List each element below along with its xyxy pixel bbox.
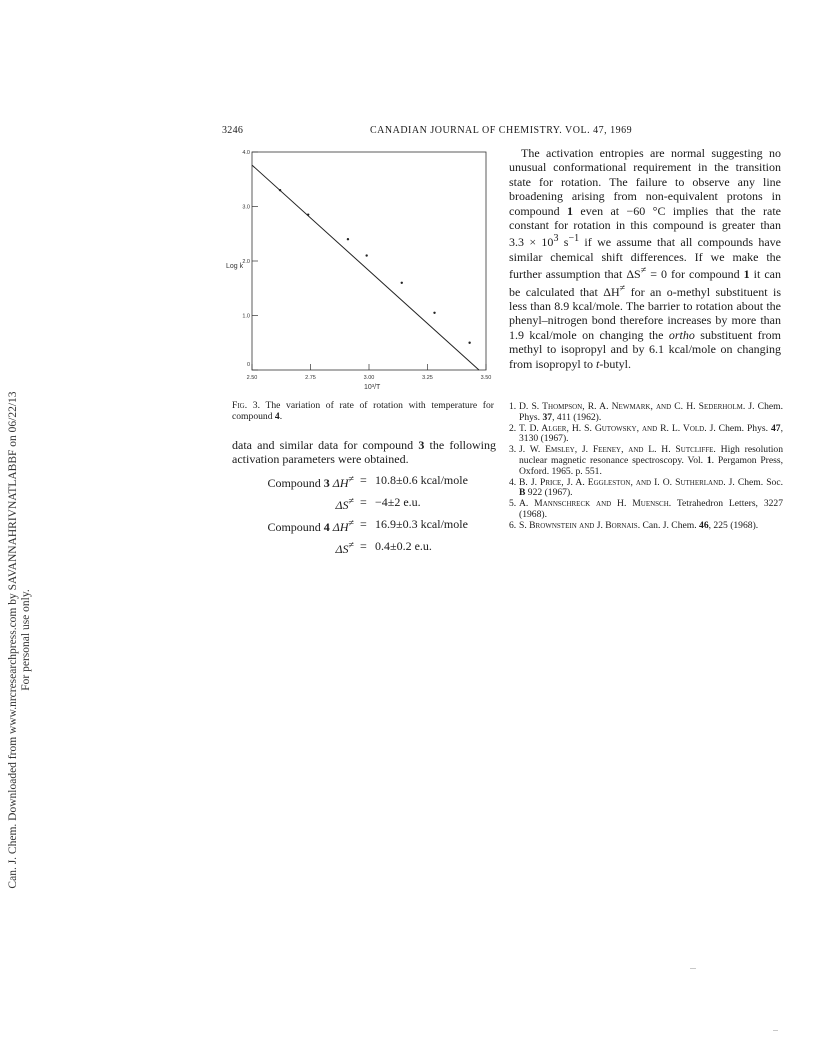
chart-point [347, 238, 349, 240]
reference-tail: , 411 (1962). [552, 411, 602, 423]
chart-axes [252, 152, 486, 370]
scan-mark [690, 968, 696, 969]
discussion-text: substituent from methyl to isopropyl and by 6.1 kcal/mole on changing from isopropyl to [509, 327, 782, 371]
reference-authors: J. W. Emsley, J. Feeney, and L. H. Sutcliffe. [519, 444, 716, 456]
x-tick-label: 3.25 [422, 375, 433, 381]
chart-point [279, 189, 281, 191]
discussion-superscript: ≠ [619, 282, 626, 294]
x-tick-label: 3.50 [480, 375, 492, 381]
equation-value: 16.9±0.3 kcal/mole [375, 517, 468, 531]
equation-value: −4±2 e.u. [375, 495, 421, 509]
reference-authors: B. J. Price, J. A. Eggleston, and I. O. Sutherland. [519, 476, 726, 488]
download-notice [0, 0, 40, 1055]
equation-sup: ≠ [348, 540, 354, 551]
equation-sup: ≠ [348, 496, 354, 507]
download-notice-text [7, 391, 33, 888]
equation-quantity: ΔS [335, 498, 349, 512]
chart-point [365, 254, 367, 256]
download-notice-line2: For personal use only. [20, 589, 32, 691]
reference-authors: T. D. Alger, H. S. Gutowsky, and R. L. Vold. [519, 422, 707, 434]
chart-fit-line-layer [252, 165, 479, 370]
reference-source: J. Chem. Soc. [725, 476, 783, 488]
equation-lhs [267, 516, 354, 535]
figure-caption-text: The variation of rate of rotation with temperature for compound [232, 400, 494, 422]
left-paragraph-part1: data and similar data for compound [232, 438, 419, 452]
discussion-compound: 1 [743, 267, 750, 282]
discussion-text: The activation entropies are normal suggesting no unusual conformational requirement in the transition state for rotation. The failure to observe any line broadening arising from non-equivalent protons in compound [509, 146, 781, 218]
discussion-text: -butyl. [599, 356, 632, 371]
reference-authors: D. S. Thompson, R. A. Newmark, and C. H. Sederholm. [519, 401, 746, 412]
discussion-superscript: ≠ [640, 265, 647, 277]
left-paragraph-part2: the following activation parameters were obtained. [232, 438, 496, 466]
equation-compound-label: Compound [267, 476, 324, 490]
reference-item [509, 445, 783, 477]
chart-frame [252, 152, 486, 370]
chart-point [433, 312, 435, 314]
equation-row [232, 538, 532, 554]
reference-authors: A. Mannschreck and H. Muensch. [519, 498, 672, 510]
equation-compound: 4 [323, 520, 330, 534]
chart-x-axis-label: 10³/T [364, 384, 381, 391]
chart-point [401, 282, 403, 284]
reference-tail: 922 (1967). [525, 487, 573, 499]
discussion-text: even at −60 °C implies that the rate constant for rotation in this compound is greater than 3.3 × 10 [509, 203, 781, 250]
equation-equals: = [360, 517, 367, 531]
left-paragraph-compound: 3 [418, 438, 425, 452]
discussion-paragraph [509, 146, 781, 371]
equation-row [232, 516, 532, 532]
equation-quantity: ΔS [335, 542, 349, 556]
equation-quantity: ΔH [329, 520, 349, 534]
y-tick-label: 1.0 [242, 313, 250, 320]
references-list [509, 402, 783, 532]
equation-equals: = [360, 495, 367, 509]
left-paragraph [232, 438, 496, 466]
chart-svg [216, 144, 496, 394]
reference-number: 1. [509, 401, 517, 412]
reference-item [509, 402, 783, 423]
chart-point [307, 213, 309, 215]
equation-sup: ≠ [348, 474, 354, 485]
equation-lhs [335, 494, 354, 513]
discussion-superscript: 3 [553, 233, 559, 245]
reference-tail: , 225 (1968). [708, 520, 759, 532]
scan-mark [773, 1030, 778, 1031]
equation-sup: ≠ [348, 518, 354, 529]
discussion-text: for an o-methyl substituent is less than 8.9 kcal/mole. The barrier to rotation about the phenyl–nitrogen bond therefore increases by more than 1.9 kcal/mole on changing the [509, 284, 781, 342]
equation-row [232, 494, 532, 510]
reference-item [509, 424, 783, 445]
discussion-compound: 1 [567, 203, 574, 218]
equation-value: 0.4±0.2 e.u. [375, 539, 432, 553]
reference-source: Tetrahedron Letters, 3227 (1968). [519, 498, 784, 520]
reference-source: High resolution nuclear magnetic resonance spectroscopy. Vol. [519, 444, 783, 466]
equation-lhs [267, 472, 354, 491]
equation-equals: = [360, 473, 367, 487]
y-tick-label: 0 [246, 362, 250, 368]
discussion-superscript: −1 [568, 233, 580, 245]
equation-compound-label: Compound [267, 520, 324, 534]
x-tick-label: 2.50 [246, 375, 258, 381]
figure-3-chart [216, 144, 496, 394]
discussion-italic: ortho [668, 327, 695, 342]
figure-caption-end: . [279, 411, 283, 422]
y-tick-label: 4.0 [242, 150, 250, 156]
chart-fit-line [252, 165, 479, 370]
discussion-text: s [558, 235, 569, 250]
reference-volume: B [519, 487, 526, 499]
journal-title: CANADIAN JOURNAL OF CHEMISTRY. VOL. 47, 1969 [370, 125, 633, 136]
reference-number: 4. [509, 476, 517, 488]
reference-source: J. Chem. Phys. [706, 422, 771, 434]
reference-volume: 47 [770, 422, 781, 434]
discussion-text: it can be calculated that ΔH [509, 267, 782, 299]
reference-number: 2. [509, 422, 517, 434]
equation-equals: = [360, 539, 367, 553]
reference-number: 3. [509, 444, 517, 456]
reference-source: Can. J. Chem. [640, 520, 700, 532]
chart-y-axis-label: Log k [226, 263, 244, 270]
reference-item [509, 478, 783, 499]
figure-caption [232, 400, 494, 422]
reference-number: 5. [509, 498, 517, 510]
reference-tail: , 3130 (1967). [519, 422, 783, 445]
reference-volume: 46 [699, 520, 709, 532]
equation-value: 10.8±0.6 kcal/mole [375, 473, 468, 487]
reference-source: J. Chem. Phys. [519, 401, 783, 423]
chart-point [468, 342, 470, 344]
x-tick-label: 3.00 [363, 375, 375, 381]
figure-caption-compound: 4 [274, 411, 280, 422]
reference-volume: 1 [706, 454, 712, 466]
discussion-italic: t [596, 356, 600, 371]
reference-item [509, 499, 783, 520]
equation-row [232, 472, 532, 488]
equation-quantity: ΔH [329, 476, 349, 490]
figure-caption-label: Fig. 3. [232, 400, 260, 411]
reference-number: 6. [509, 520, 517, 532]
discussion-text: if we assume that all compounds have similar chemical shift differences. If we make the further assumption that ΔS [509, 235, 781, 282]
download-notice-line1: Can. J. Chem. Downloaded from www.nrcresearchpress.com by SAVANNAHRIVNATLABBF on 06/22/13 [7, 391, 19, 889]
page-number: 3246 [222, 125, 244, 136]
reference-authors: S. Brownstein and J. Bornais. [519, 520, 641, 532]
reference-volume: 37 [542, 411, 553, 423]
chart-points [279, 189, 471, 344]
discussion-text: = 0 for compound [646, 267, 744, 282]
y-tick-label: 3.0 [242, 204, 250, 211]
x-tick-label: 2.75 [305, 375, 316, 381]
equation-lhs [335, 538, 354, 557]
equation-compound: 3 [323, 476, 330, 490]
reference-item [509, 521, 783, 532]
chart-ticks [242, 150, 491, 381]
y-tick-label: 2.0 [242, 259, 250, 265]
running-header [222, 125, 782, 139]
reference-tail: . Pergamon Press, Oxford. 1965. p. 551. [519, 454, 783, 477]
